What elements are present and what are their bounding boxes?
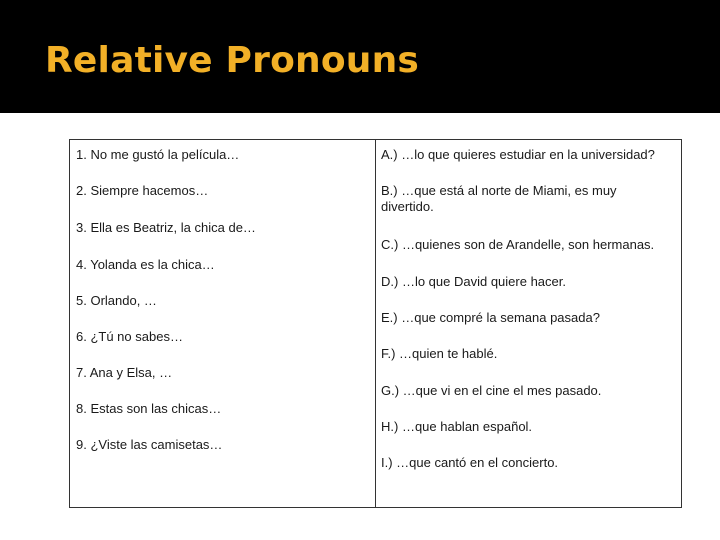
right-item-d: D.) …lo que David quiere hacer. [381,274,566,289]
left-item-8: 8. Estas son las chicas… [76,401,222,416]
title-bar [0,0,720,113]
matching-table [69,139,682,508]
right-item-i: I.) …que cantó en el concierto. [381,455,559,470]
left-item-9: 9. ¿Viste las camisetas… [76,437,223,452]
left-item-1: 1. No me gustó la película… [76,147,240,162]
right-item-c: C.) …quienes son de Arandelle, son hermanas. [381,237,655,252]
right-item-a: A.) …lo que quieres estudiar en la universidad? [381,147,655,162]
left-item-3: 3. Ella es Beatriz, la chica de… [76,220,256,235]
right-item-f: F.) …quien te hablé. [381,346,498,361]
left-item-7: 7. Ana y Elsa, … [76,365,173,380]
left-column [70,140,376,507]
right-item-g: G.) …que vi en el cine el mes pasado. [381,383,602,398]
left-item-4: 4. Yolanda es la chica… [76,257,215,272]
left-item-2: 2. Siempre hacemos… [76,183,209,198]
left-item-6: 6. ¿Tú no sabes… [76,329,183,344]
right-column [376,140,681,507]
slide-title: Relative Pronouns [45,40,420,81]
right-item-b: B.) …que está al norte de Miami, es muy divertido. [381,183,617,214]
left-item-5: 5. Orlando, … [76,293,157,308]
right-item-e: E.) …que compré la semana pasada? [381,310,600,325]
right-item-h: H.) …que hablan español. [381,419,533,434]
